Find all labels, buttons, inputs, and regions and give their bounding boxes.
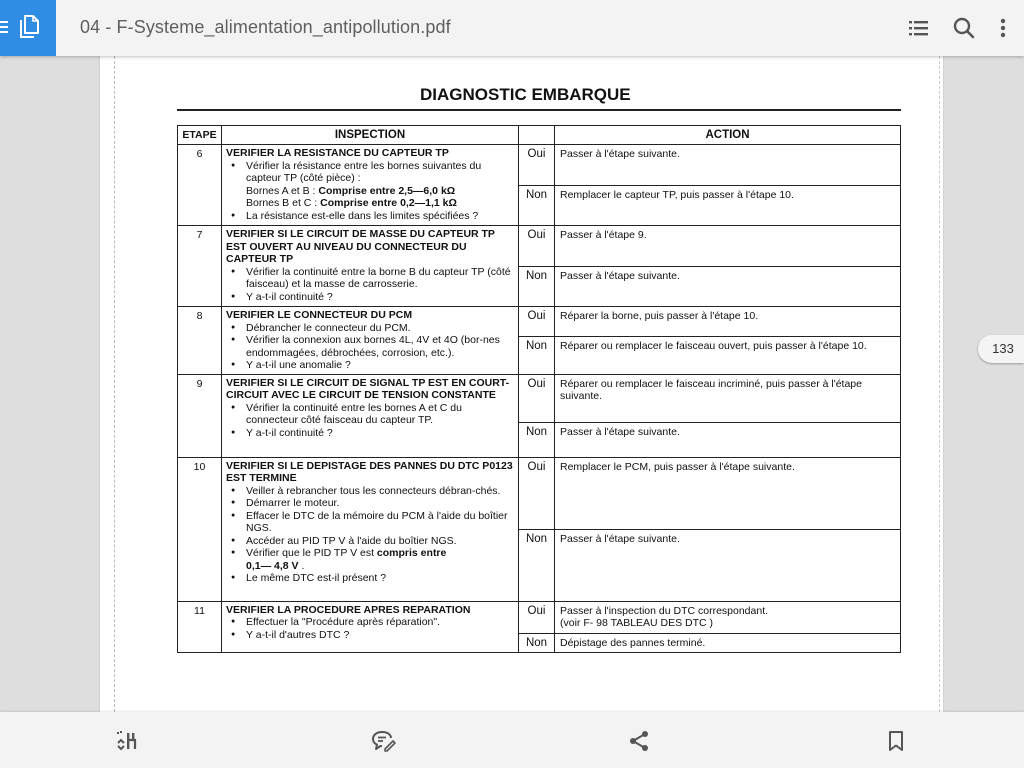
- hamburger-icon: [0, 15, 10, 39]
- inspection-bullet: ● Débrancher le connecteur du PCM.: [246, 322, 514, 335]
- step-number: 8: [178, 307, 222, 375]
- pdf-page[interactable]: [100, 56, 943, 712]
- inspection-bullet: ● La résistance est-elle dans les limites spécifiées ?: [246, 210, 514, 223]
- action-cell: Réparer ou remplacer le faisceau ouvert, puis passer à l'étape 10.: [555, 336, 901, 374]
- share-icon[interactable]: [627, 729, 651, 753]
- inspection-title: VERIFIER SI LE CIRCUIT DE MASSE DU CAPTEUR TP EST OUVERT AU NIVEAU DU CONNECTEUR DU CAPTEUR TP: [226, 228, 495, 265]
- result-oui: Oui: [519, 457, 555, 529]
- action-line: (voir F- 98 TABLEAU DES DTC ): [560, 617, 714, 629]
- step-number: 6: [178, 145, 222, 226]
- inspection-bullet: ● Démarrer le moteur.: [246, 497, 514, 510]
- inspection-title: VERIFIER LA PROCEDURE APRES REPARATION: [226, 603, 471, 616]
- document-copy-icon: [18, 14, 40, 40]
- annotate-icon[interactable]: [371, 729, 397, 753]
- table-row: [178, 307, 901, 337]
- top-app-bar: [0, 0, 1024, 56]
- result-non: Non: [519, 267, 555, 307]
- inspection-subline: Bornes A et B : Comprise entre 2,5—6,0 kΩ: [246, 184, 456, 197]
- inspection-subline: Bornes B et C : Comprise entre 0,2—1,1 kΩ: [246, 197, 457, 209]
- inspection-cell: [222, 457, 519, 601]
- result-non: Non: [519, 633, 555, 653]
- page-scan-edge: [939, 56, 940, 712]
- heading-rule: [177, 109, 901, 111]
- diagnostic-table: [177, 125, 901, 653]
- column-header-inspection: INSPECTION: [222, 126, 519, 145]
- bottom-toolbar: [0, 712, 1024, 768]
- page-heading: DIAGNOSTIC EMBARQUE: [420, 85, 631, 104]
- step-number: 9: [178, 374, 222, 457]
- inspection-title: VERIFIER LE CONNECTEUR DU PCM: [226, 309, 413, 321]
- inspection-bullet: ● Vérifier la connexion aux bornes 4L, 4V et 4O (bor-nes endommagées, débrochées, corrosion, etc.).: [246, 334, 514, 359]
- action-line: Passer à l'inspection du DTC correspondant.: [560, 604, 769, 617]
- inspection-bullet: ● Accéder au PID TP V à l'aide du boîtier NGS.: [246, 535, 514, 548]
- result-non: Non: [519, 422, 555, 457]
- inspection-cell: [222, 601, 519, 653]
- table-row: [178, 145, 901, 186]
- inspection-bullet: ● Vérifier la continuité entre la borne B du capteur TP (côté faisceau) et la masse de carrosserie.: [246, 266, 514, 291]
- column-header-action: ACTION: [555, 126, 901, 145]
- inspection-bullet: ● Le même DTC est-il présent ?: [246, 572, 514, 585]
- inspection-bullet: ● Effectuer la "Procédure après réparation".: [246, 616, 514, 629]
- action-cell: Passer à l'étape suivante.: [555, 529, 901, 601]
- step-number: 10: [178, 457, 222, 601]
- list-icon[interactable]: [908, 16, 930, 40]
- result-oui: Oui: [519, 374, 555, 422]
- bookmark-icon[interactable]: [884, 729, 908, 753]
- inspection-cell: [222, 145, 519, 226]
- column-header-step: ETAPE: [178, 126, 222, 145]
- step-number: 7: [178, 226, 222, 307]
- inspection-cell: [222, 374, 519, 457]
- table-row: [178, 457, 901, 529]
- action-cell: Passer à l'étape suivante.: [555, 422, 901, 457]
- inspection-bullet: ● Y a-t-il continuité ?: [246, 427, 514, 440]
- action-cell: Remplacer le PCM, puis passer à l'étape suivante.: [555, 457, 901, 529]
- document-title: 04 - F-Systeme_alimentation_antipollution.pdf: [80, 17, 451, 37]
- table-header-row: [178, 126, 901, 145]
- action-cell: [555, 601, 901, 633]
- result-oui: Oui: [519, 145, 555, 186]
- action-cell: Passer à l'étape suivante.: [555, 145, 901, 186]
- menu-button[interactable]: [0, 0, 56, 56]
- result-oui: Oui: [519, 226, 555, 267]
- inspection-title: VERIFIER LA RESISTANCE DU CAPTEUR TP: [226, 147, 449, 159]
- result-non: Non: [519, 336, 555, 374]
- action-cell: Réparer ou remplacer le faisceau incriminé, puis passer à l'étape suivante.: [555, 374, 901, 422]
- table-row: [178, 374, 901, 422]
- inspection-bullet: ● Effacer le DTC de la mémoire du PCM à l'aide du boîtier NGS.: [246, 510, 514, 535]
- result-oui: Oui: [519, 307, 555, 337]
- inspection-cell: [222, 307, 519, 375]
- layout-icon[interactable]: [115, 729, 139, 753]
- more-vertical-icon[interactable]: [999, 16, 1007, 40]
- inspection-bullet: ● Y a-t-il continuité ?: [246, 291, 514, 304]
- inspection-title: VERIFIER SI LE DEPISTAGE DES PANNES DU DTC P0123 EST TERMINE: [226, 459, 513, 484]
- action-cell: Passer à l'étape 9.: [555, 226, 901, 267]
- table-row: [178, 601, 901, 633]
- result-oui: Oui: [519, 601, 555, 633]
- result-non: Non: [519, 186, 555, 226]
- inspection-bullet: ● Y a-t-il une anomalie ?: [246, 359, 514, 372]
- step-number: 11: [178, 601, 222, 653]
- action-cell: Dépistage des pannes terminé.: [555, 633, 901, 653]
- inspection-bullet: ● Veiller à rebrancher tous les connecteurs débran-chés.: [246, 485, 514, 498]
- action-cell: Remplacer le capteur TP, puis passer à l'étape 10.: [555, 186, 901, 226]
- search-icon[interactable]: [952, 16, 976, 40]
- result-non: Non: [519, 529, 555, 601]
- table-row: [178, 226, 901, 267]
- action-cell: Réparer la borne, puis passer à l'étape 10.: [555, 307, 901, 337]
- inspection-bullet: ● Vérifier la continuité entre les bornes A et C du connecteur côté faisceau du capteur TP.: [246, 402, 514, 427]
- action-cell: Passer à l'étape suivante.: [555, 267, 901, 307]
- column-header-blank: [519, 126, 555, 145]
- inspection-cell: [222, 226, 519, 307]
- inspection-bullet: ● Y a-t-il d'autres DTC ?: [246, 629, 514, 642]
- page-number-indicator[interactable]: 133: [978, 335, 1024, 363]
- page-scan-edge: [114, 56, 115, 712]
- inspection-bullet: ● Vérifier que le PID TP V est compris entre 0,1— 4,8 V .: [246, 547, 514, 572]
- inspection-bullet: ● Vérifier la résistance entre les bornes suivantes du capteur TP (côté pièce) :: [246, 160, 514, 185]
- inspection-title: VERIFIER SI LE CIRCUIT DE SIGNAL TP EST EN COURT-CIRCUIT AVEC LE CIRCUIT DE TENSION CONSTANTE: [226, 376, 510, 401]
